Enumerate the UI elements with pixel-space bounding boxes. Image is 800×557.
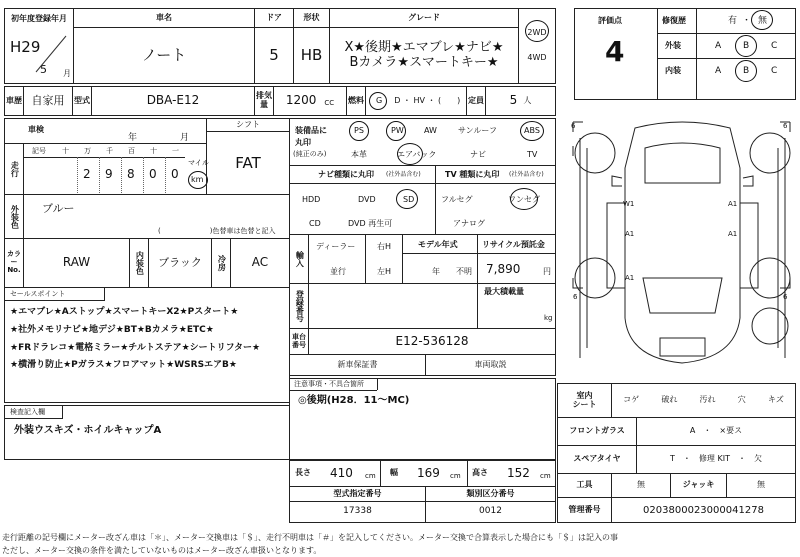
car-damage-diagram xyxy=(565,108,800,383)
sales-line-3: ★FRドラレコ★電格ミラー★チルトステア★シートリフター★ xyxy=(10,343,261,353)
inspection-label: 車検 xyxy=(28,125,44,134)
mileage-digit-label: 一 xyxy=(172,147,179,155)
tire-size-rr: 6 xyxy=(783,293,788,301)
capacity-value: 5 人 xyxy=(485,86,556,116)
damage-a1-left: A1 xyxy=(625,230,635,238)
damage-w1: W1 xyxy=(623,200,635,208)
equip-navi: ナビ xyxy=(470,150,486,159)
shape-value: HB xyxy=(293,27,330,84)
interior-b-circle xyxy=(735,60,757,82)
spare-tire-value: T ・ 修理 KIT ・ 欠 xyxy=(636,445,796,474)
vehicle-manual: 車両取説 xyxy=(425,354,556,376)
windshield-value: A ・ ×要ス xyxy=(636,417,796,446)
mileage-digit: 8 xyxy=(127,167,135,181)
km-unit: km xyxy=(191,175,204,184)
repair-no-circle xyxy=(751,10,773,30)
mileage-digit: 0 xyxy=(149,167,157,181)
fuel-label: 燃料 xyxy=(346,86,366,116)
mileage-digit-label: 百 xyxy=(128,147,135,155)
month-unit: 月 xyxy=(63,69,71,78)
spare-tire-label: スペアタイヤ xyxy=(557,445,637,474)
interior-color-label: 内装色 xyxy=(129,238,149,288)
mileage-digit: 0 xyxy=(171,167,179,181)
nav-label: ナビ種類に丸印 xyxy=(318,170,374,179)
footer-note-2: ただし、メーター交換の条件を満たしていないものはメーター改ざん車扱いとなります。 xyxy=(2,546,322,555)
grade-value: X★後期★エマブレ★ナビ★ Bカメラ★スマートキー★ xyxy=(329,27,519,84)
chassis-value: E12-536128 xyxy=(308,328,556,355)
exterior-b-circle xyxy=(735,35,757,57)
equip-aw: AW xyxy=(424,126,437,135)
ps-circle xyxy=(349,121,369,141)
recycle-value: 7,890 xyxy=(486,262,521,276)
mileage-box xyxy=(23,143,207,195)
equip-abs: ABS xyxy=(524,126,540,135)
length-value: 410 xyxy=(330,466,353,480)
grade-label-cell: グレード xyxy=(329,8,519,28)
first-registration-label: 初年度登録年月 xyxy=(11,14,67,23)
registration-label: 登録番号 xyxy=(289,283,309,329)
fuel-g-circle xyxy=(369,92,387,110)
exterior-label: 外装 xyxy=(665,41,681,50)
model-value: DBA-E12 xyxy=(91,86,255,116)
repair-yes: 有 xyxy=(728,16,738,26)
tools-label: 工具 xyxy=(557,473,612,498)
doors-label-cell: ドア xyxy=(254,8,294,28)
mileage-digit-label: 千 xyxy=(106,147,113,155)
inspector-value: 外装ウスキズ・ホイルキャップA xyxy=(14,425,162,436)
registration-month: 5 xyxy=(40,63,47,76)
mileage-digit-label: 十 xyxy=(150,147,157,155)
mileage-digit: 9 xyxy=(105,167,113,181)
airbag-circle xyxy=(397,143,423,165)
sales-line-4: ★横滑り防止★Pガラス★フロアマット★WSRSエアB★ xyxy=(10,360,237,370)
sales-line-2: ★社外メモリナビ★地デジ★BT★Bカメラ★ETC★ xyxy=(10,325,214,335)
tools-value: 無 xyxy=(611,473,671,498)
windshield-label: フロントガラス xyxy=(557,417,637,446)
color-label: 外装色 xyxy=(4,194,24,239)
repair-no: 無 xyxy=(758,16,768,26)
name-label-cell: 車名 xyxy=(73,8,255,28)
new-car-warranty: 新車保証書 xyxy=(289,354,426,376)
interior-color-value: ブラック xyxy=(148,238,212,288)
usage-label: 車歴 xyxy=(4,86,24,116)
tv-label: TV 種類に丸印 xyxy=(445,170,500,179)
sales-points-label: セールスポイント xyxy=(10,290,66,298)
rating-label: 評価点 xyxy=(598,16,622,25)
interior-seat-items: コゲ 破れ 汚れ 穴 キズ xyxy=(611,383,796,418)
capacity-label: 定員 xyxy=(466,86,486,116)
shift-label: シフト xyxy=(206,118,290,132)
displacement-value: 1200 CC xyxy=(273,86,347,116)
interior-label: 内装 xyxy=(665,66,681,75)
pw-circle xyxy=(386,121,406,141)
color-code-label: カラーNo. xyxy=(4,238,24,288)
oneseg-circle xyxy=(510,188,538,210)
footer-note-1: 走行距離の記号欄にメーター改ざん車は「＊」、メーター交換車は「＄」、走行不明車は「＃」を記入してください。メーター交換で合算表示した場合にも「＄」は記入の事 xyxy=(2,533,618,542)
management-label: 管理番号 xyxy=(557,497,612,523)
notes-label: 注意事項・不具合箇所 xyxy=(294,380,364,388)
color-change-note: ( )色替車は色替と記入 xyxy=(158,227,276,235)
equip-pw: PW xyxy=(391,126,404,135)
tire-size-rl: 6 xyxy=(573,293,578,301)
inspector-label: 検査記入欄 xyxy=(10,408,45,416)
category-value: 0012 xyxy=(425,501,556,523)
equip-leather: 本革 xyxy=(351,150,367,159)
doors-value: 5 xyxy=(254,27,294,84)
equip-ps: PS xyxy=(354,126,364,135)
usage-value: 自家用 xyxy=(23,86,73,116)
notes-value: ◎後期(H28．11～MC) xyxy=(298,395,410,406)
car-name: ノート xyxy=(73,27,255,84)
tire-size-fl: 6 xyxy=(571,122,576,130)
displacement-label: 排気量 xyxy=(254,86,274,116)
jack-value: 無 xyxy=(726,473,796,498)
repair-history-label: 修復歴 xyxy=(662,16,686,25)
interior-seat-label: 室内 シート xyxy=(557,383,612,418)
height-value: 152 xyxy=(507,466,530,480)
category-label: 類別区分番号 xyxy=(425,486,556,502)
jack-label: ジャッキ xyxy=(670,473,727,498)
management-value: 0203800023000041278 xyxy=(611,497,796,523)
drive-type-cell: 2WD 4WD xyxy=(518,8,556,84)
equip-tv: TV xyxy=(527,150,538,159)
drive-2wd-circle xyxy=(525,20,549,42)
mile-unit: マイル xyxy=(188,159,209,167)
sales-line-1: ★エマブレ★Aストップ★スマートキーX2★Pスタート★ xyxy=(10,307,239,317)
equip-sunroof: サンルーフ xyxy=(458,126,497,135)
damage-a1-right: A1 xyxy=(728,230,738,238)
width-value: 169 xyxy=(417,466,440,480)
rating-score: 4 xyxy=(605,35,625,68)
color-value: ブルー xyxy=(42,202,75,215)
designation-label: 型式指定番号 xyxy=(289,486,426,502)
mileage-digit: 2 xyxy=(83,167,91,181)
model-label: 型式 xyxy=(72,86,92,116)
shift-value: FAT xyxy=(206,131,290,195)
damage-a1-rear: A1 xyxy=(625,274,635,282)
shape-label-cell: 形状 xyxy=(293,8,330,28)
designation-value: 17338 xyxy=(289,501,426,523)
mileage-label: 走行 xyxy=(4,143,24,195)
ac-value: AC xyxy=(230,238,290,288)
ac-label: 冷房 xyxy=(211,238,231,288)
registration-year: H29 xyxy=(10,38,41,56)
fuel-value: G D ・ HV ・ ( ) xyxy=(365,86,467,116)
equip-airbag: エアバック xyxy=(397,150,437,159)
mileage-digit-label: 十 xyxy=(62,147,69,155)
chassis-label: 車台番号 xyxy=(289,328,309,355)
abs-circle xyxy=(520,121,544,141)
import-label: 輸入 xyxy=(289,234,309,284)
tire-size-fr: 6 xyxy=(783,122,788,130)
sd-circle xyxy=(396,189,418,209)
slash-mark xyxy=(30,34,70,74)
mileage-digit-label: 万 xyxy=(84,147,91,155)
damage-a1-right-front: A1 xyxy=(728,200,738,208)
km-circle xyxy=(188,171,208,189)
color-code-value: RAW xyxy=(23,238,130,288)
